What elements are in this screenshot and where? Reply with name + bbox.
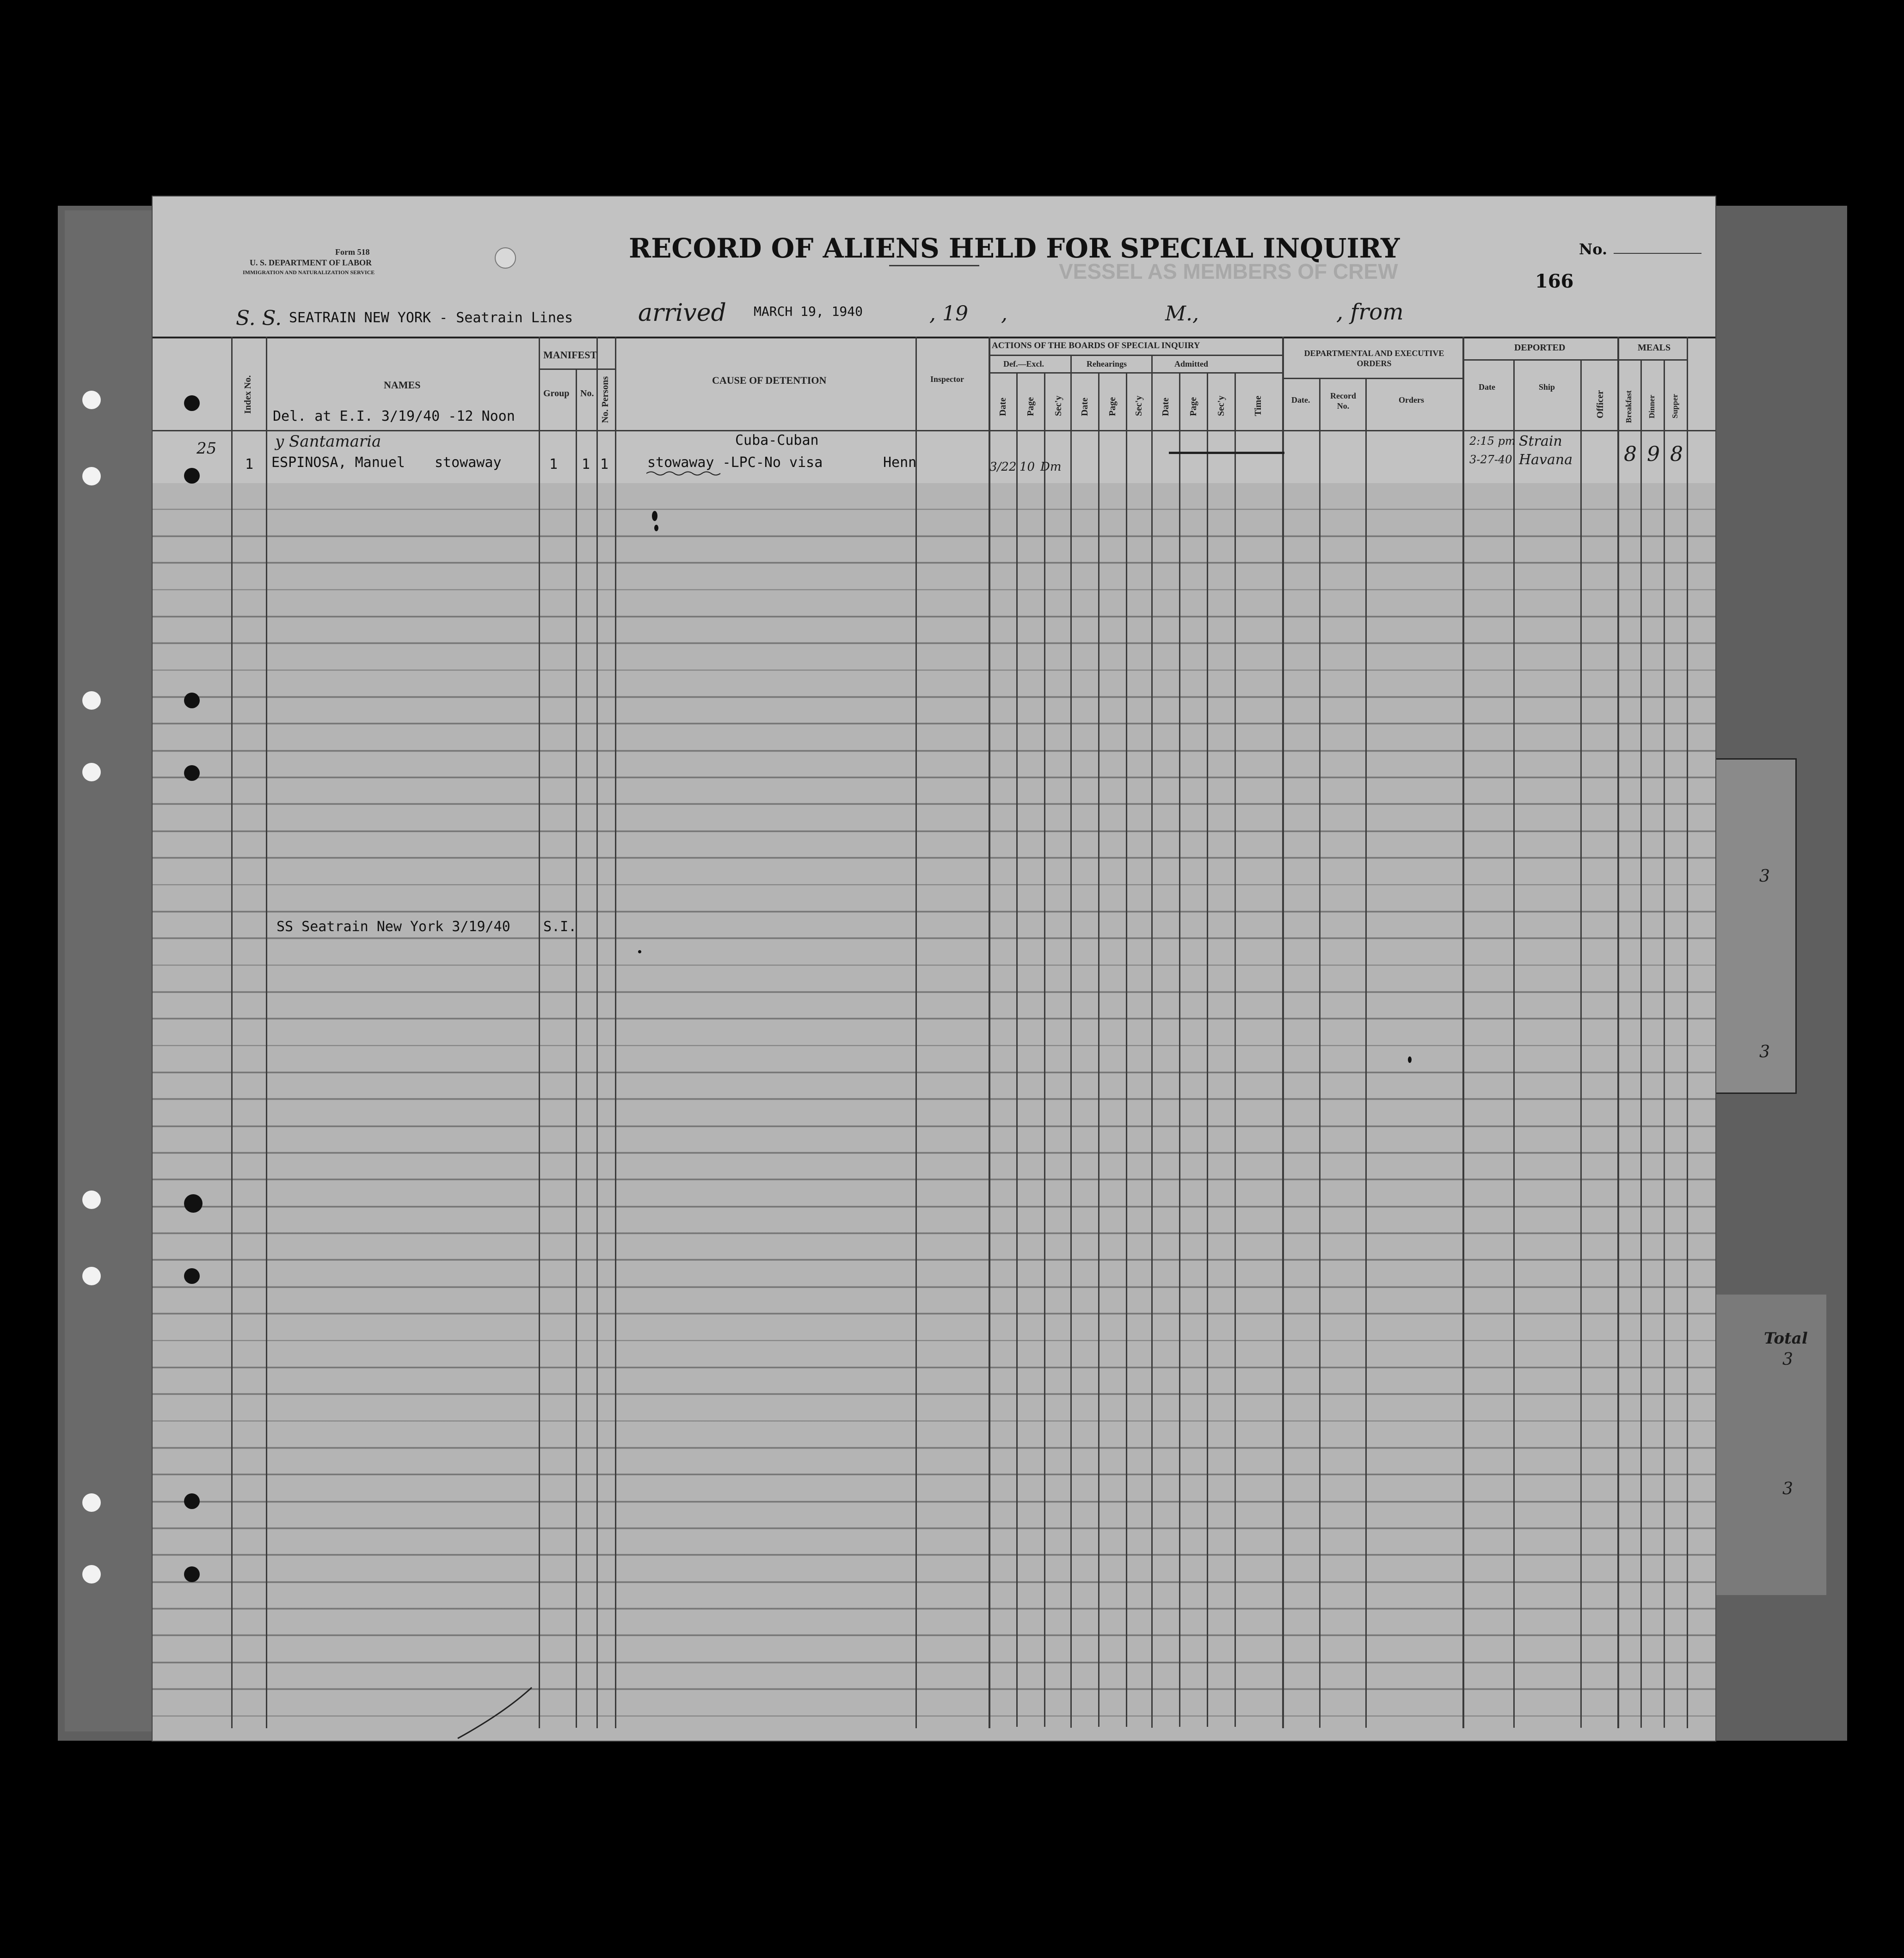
header-reh-page: Page	[1107, 397, 1118, 416]
slip-count: 3	[1759, 867, 1770, 886]
header-officer: Officer	[1595, 390, 1605, 418]
binder-hole	[184, 395, 200, 411]
entry-inspector: Henn	[883, 454, 917, 471]
dept-rule	[1282, 378, 1462, 379]
year-prefix: , 19	[929, 302, 968, 325]
col-line	[1664, 359, 1665, 1728]
binder-hole	[82, 1493, 101, 1512]
ink-spot	[638, 950, 641, 953]
form-sheet	[153, 196, 1715, 1741]
entry-cause-line2: stowaway -LPC-No visa	[647, 454, 823, 471]
margin-note: 25	[197, 439, 217, 458]
col-line	[1126, 372, 1127, 1727]
cause-underline-squiggle	[646, 470, 725, 477]
binder-hole	[82, 467, 101, 485]
header-breakfast: Breakfast	[1624, 390, 1633, 423]
punch-hole	[495, 247, 516, 269]
ss-label: S. S.	[236, 307, 282, 330]
header-dept-date: Date.	[1291, 395, 1310, 405]
boards-rule	[989, 355, 1282, 356]
vessel-name: SEATRAIN NEW YORK - Seatrain Lines	[289, 310, 573, 326]
binder-hole	[82, 763, 101, 781]
binder-hole	[184, 1493, 200, 1509]
col-line	[1044, 372, 1045, 1727]
col-line	[1365, 378, 1367, 1728]
binder-hole	[184, 468, 200, 484]
entry-board-date: 3/22	[989, 460, 1017, 474]
header-rule	[153, 337, 1715, 338]
col-line	[1282, 337, 1284, 1728]
col-line	[1513, 359, 1515, 1728]
col-line	[615, 337, 616, 1728]
entry-dinner: 9	[1647, 442, 1660, 466]
total-label: Total	[1764, 1329, 1808, 1348]
arrived-label: arrived	[638, 299, 726, 327]
col-line	[1016, 372, 1018, 1727]
header-index-no: Index No.	[243, 375, 253, 414]
binding-strip	[65, 210, 157, 1731]
header-def-date: Date	[998, 398, 1008, 416]
entry-status: stowaway	[435, 454, 502, 471]
vessel-footer-entry: SS Seatrain New York 3/19/40	[276, 919, 510, 935]
col-line	[1235, 372, 1236, 1727]
header-supper: Supper	[1671, 394, 1679, 418]
entry-manifest-no: 1	[582, 456, 590, 473]
header-ship: Ship	[1539, 382, 1555, 392]
binder-hole	[82, 1267, 101, 1285]
col-line	[1640, 359, 1642, 1728]
arrival-date: MARCH 19, 1940	[754, 304, 863, 319]
col-line	[1462, 337, 1464, 1728]
header-names: NAMES	[384, 379, 421, 391]
surname-addition: y Santamaria	[275, 432, 381, 451]
header-reh-secy: Sec'y	[1134, 395, 1144, 416]
binder-hole	[184, 1194, 203, 1213]
col-line	[1207, 372, 1208, 1727]
entry-deport-time: 2:15 pm	[1469, 435, 1516, 448]
header-def-secy: Sec'y	[1053, 395, 1063, 416]
entry-ship-line2: Havana	[1519, 452, 1573, 468]
header-manifest: MANIFEST	[543, 349, 597, 361]
slip-count-2: 3	[1759, 1043, 1770, 1062]
header-reh-date: Date	[1080, 398, 1090, 416]
entry-group: 1	[549, 456, 558, 473]
title-underline	[889, 265, 979, 266]
form-number: Form 518	[335, 247, 370, 257]
header-bottom-rule	[153, 430, 1715, 431]
header-meals: MEALS	[1638, 343, 1671, 353]
col-line	[1319, 378, 1321, 1728]
col-line	[1580, 359, 1582, 1728]
entry-deport-date: 3-27-40	[1469, 453, 1512, 466]
header-boards: ACTIONS OF THE BOARDS OF SPECIAL INQUIRY	[992, 341, 1200, 350]
from-label: , from	[1336, 299, 1404, 325]
header-dep-date: Date	[1479, 382, 1495, 392]
header-orders: Orders	[1399, 395, 1424, 405]
entry-ship-line1: Strain	[1519, 433, 1562, 449]
entry-supper: 8	[1670, 442, 1683, 466]
header-record-no: Record No.	[1330, 391, 1356, 411]
header-group: Group	[543, 388, 570, 399]
binder-hole	[82, 391, 101, 409]
header-no: No.	[580, 388, 594, 399]
no-label: No.	[1579, 240, 1608, 258]
col-line	[231, 337, 233, 1728]
col-line	[1687, 337, 1688, 1728]
binder-hole	[184, 693, 200, 708]
binder-hole	[82, 1565, 101, 1584]
ink-spot	[652, 511, 657, 521]
deported-rule	[1462, 359, 1617, 361]
boards-sub-rule	[989, 372, 1282, 374]
entry-persons: 1	[600, 456, 609, 473]
header-inspector: Inspector	[930, 374, 964, 384]
footer-si: S.I.	[543, 919, 577, 935]
header-cause: CAUSE OF DETENTION	[712, 374, 827, 386]
entry-cause-line1: Cuba-Cuban	[735, 432, 819, 448]
entry-board-secy: Dm	[1040, 460, 1062, 474]
header-admitted: Admitted	[1174, 359, 1208, 368]
entry-board-page: 10	[1020, 460, 1035, 474]
col-line	[1070, 355, 1072, 1728]
header-comma: ,	[1001, 302, 1007, 325]
col-line	[596, 337, 598, 1728]
total-count: 3	[1782, 1350, 1793, 1369]
binder-hole	[184, 765, 200, 781]
header-dept-orders: DEPARTMENTAL AND EXECUTIVE ORDERS	[1304, 349, 1444, 368]
binder-hole	[184, 1268, 200, 1284]
col-line	[989, 337, 990, 1728]
header-deported: DEPORTED	[1514, 343, 1566, 353]
delivery-note: Del. at E.I. 3/19/40 -12 Noon	[273, 408, 515, 424]
department-name: U. S. DEPARTMENT OF LABOR	[250, 258, 372, 267]
col-line	[1098, 372, 1099, 1727]
meals-rule	[1617, 359, 1687, 361]
header-def-page: Page	[1026, 397, 1036, 416]
header-adm-secy: Sec'y	[1216, 395, 1226, 416]
ink-spot	[1408, 1056, 1412, 1063]
header-adm-time: Time	[1253, 395, 1263, 416]
service-name: IMMIGRATION AND NATURALIZATION SERVICE	[243, 269, 375, 276]
col-line	[1151, 355, 1153, 1728]
entry-name: ESPINOSA, Manuel	[271, 454, 405, 471]
col-line	[1179, 372, 1180, 1727]
admitted-entry-line	[1169, 452, 1284, 454]
bleed-through-text: VESSEL AS MEMBERS OF CREW	[1059, 259, 1398, 283]
binder-hole	[82, 691, 101, 710]
col-line	[266, 337, 267, 1728]
total-count-2: 3	[1782, 1479, 1793, 1498]
stray-pen-stroke	[448, 1685, 541, 1741]
header-rehearings: Rehearings	[1087, 359, 1127, 368]
header-adm-date: Date	[1161, 398, 1171, 416]
binder-hole	[184, 1566, 200, 1582]
no-line	[1614, 253, 1701, 254]
col-line	[576, 368, 577, 1728]
m-label: M.,	[1165, 302, 1199, 325]
entry-index: 1	[245, 456, 254, 473]
col-line	[1617, 337, 1619, 1728]
ink-spot	[654, 525, 658, 531]
header-dinner: Dinner	[1647, 395, 1656, 418]
col-line	[539, 337, 540, 1728]
header-no-persons: No. Persons	[600, 376, 610, 423]
col-line	[915, 337, 917, 1728]
header-adm-page: Page	[1188, 397, 1198, 416]
header-def-excl: Def.—Excl.	[1003, 359, 1044, 368]
form-title: RECORD OF ALIENS HELD FOR SPECIAL INQUIRY	[629, 233, 1400, 264]
entry-breakfast: 8	[1624, 442, 1637, 466]
record-number: 166	[1535, 270, 1574, 292]
binder-hole	[82, 1191, 101, 1209]
